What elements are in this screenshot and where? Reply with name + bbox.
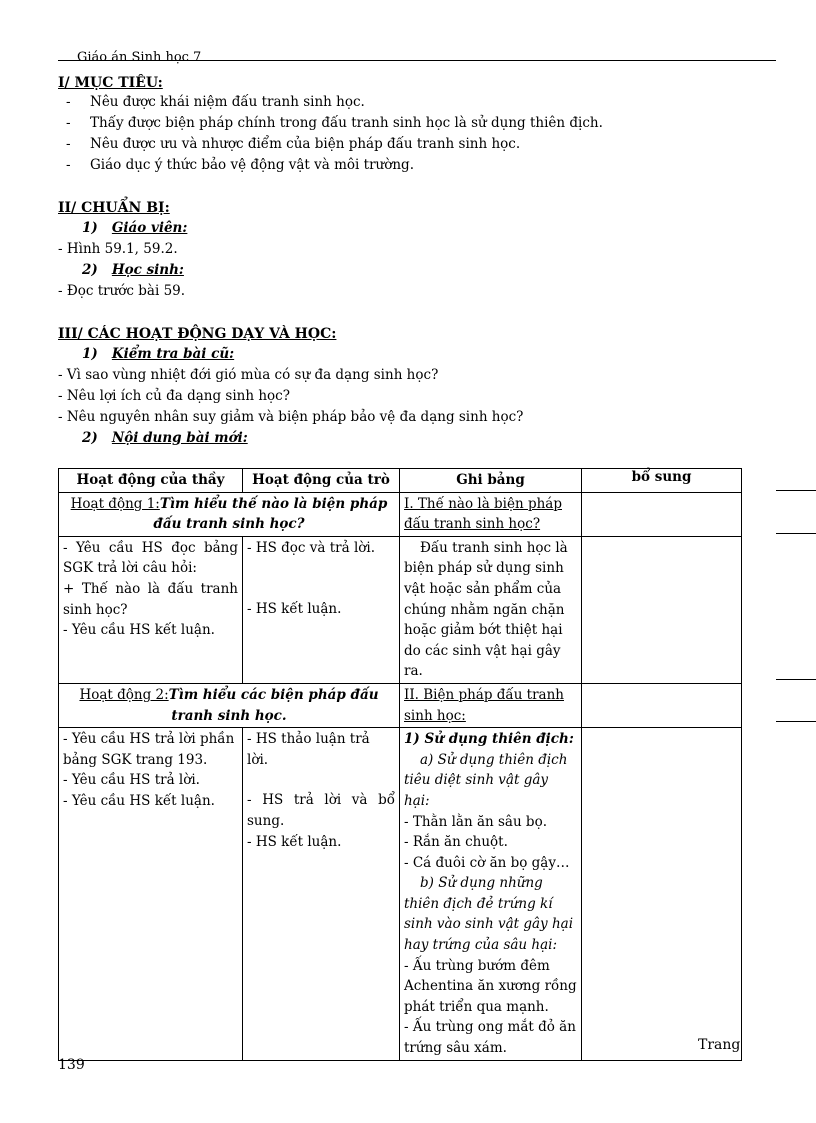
objective-item: Nêu được ưu và nhược điểm của biện pháp đấu tranh sinh học. [90,136,521,152]
header-board: Ghi bảng [400,469,582,493]
table-row [59,728,742,1061]
activity-2-note-title: II. Biện pháp đấu tranh sinh học: [400,683,582,727]
table-extension-line [776,490,816,491]
table-row [59,536,742,683]
new-content-subheading: 2) Nội dung bài mới: [82,430,248,446]
supplement-cell [582,492,742,536]
bullet-dash: - [66,115,71,131]
supplement-cell [582,728,742,1061]
table-header-row [59,469,742,493]
section-2-title: II/ CHUẨN BỊ: [58,200,170,216]
bullet-dash: - [66,94,71,110]
header-supplement: bổ sung [582,469,742,493]
lesson-table [58,468,742,1061]
student-cell: - HS thảo luận trả lời. - HS trả lời và bổ sung. - HS kết luận. [243,728,400,1061]
page-number: 139 [58,1057,85,1073]
activity-1-heading: Hoạt động 1:Tìm hiểu thế nào là biện pháp đấu tranh sinh học? [59,492,400,536]
objective-item: Giáo dục ý thức bảo vệ động vật và môi trường. [90,157,414,173]
page-label: Trang [698,1037,741,1053]
objective-item: Nêu được khái niệm đấu tranh sinh học. [90,94,365,110]
board-cell: Đấu tranh sinh học là biện pháp sử dụng sinh vật hoặc sản phẩm của chúng nhằm ngăn chặn hoặc giảm bớt thiệt hại do các sinh vật hại gây ra. [400,536,582,683]
student-item: - Đọc trước bài 59. [58,283,186,299]
activity-1-row [59,492,742,536]
supplement-cell [582,536,742,683]
table-extension-line [776,721,816,722]
review-question: - Vì sao vùng nhiệt đới gió mùa có sự đa dạng sinh học? [58,367,439,383]
review-question: - Nêu nguyên nhân suy giảm và biện pháp bảo vệ đa dạng sinh học? [58,409,524,425]
header-title: Giáo án Sinh học 7 [77,50,202,65]
review-subheading: 1) Kiểm tra bài cũ: [82,346,235,362]
section-3-title: III/ CÁC HOẠT ĐỘNG DẠY VÀ HỌC: [58,326,337,342]
teacher-cell: - Yêu cầu HS trả lời phần bảng SGK trang 193. - Yêu cầu HS trả lời. - Yêu cầu HS kết luận. [59,728,243,1061]
table-extension-line [776,533,816,534]
teacher-subheading: 1) Giáo viên: [82,220,188,236]
teacher-cell: - Yêu cầu HS đọc bảng SGK trả lời câu hỏi: + Thế nào là đấu tranh sinh học? - Yêu cầu HS kết luận. [59,536,243,683]
activity-2-row [59,683,742,727]
teacher-item: - Hình 59.1, 59.2. [58,241,178,257]
activity-2-heading: Hoạt động 2:Tìm hiểu các biện pháp đấu tranh sinh học. [59,683,400,727]
review-question: - Nêu lợi ích củ đa dạng sinh học? [58,388,290,404]
student-subheading: 2) Học sinh: [82,262,184,278]
header-teacher: Hoạt động của thầy [59,469,243,493]
bullet-dash: - [66,157,71,173]
activity-1-note-title: I. Thế nào là biện pháp đấu tranh sinh học? [400,492,582,536]
table-extension-line [776,679,816,680]
board-cell: 1) Sử dụng thiên địch: a) Sử dụng thiên địch tiêu diệt sinh vật gây hại: - Thằn lằn ăn sâu bọ. - Rắn ăn chuột. - Cá đuôi cờ ăn bọ gậy… b) Sử dụng những thiên địch đẻ trứng kí sinh vào sinh vật gây hại hay trứng của sâu hại: - Ấu trùng bướm đêm Achentina ăn xương rồng phát triển qua mạnh. - Ấu trùng ong mắt đỏ ăn trứng sâu xám. [400,728,582,1061]
section-1-title: I/ MỤC TIÊU: [58,75,163,91]
objective-item: Thấy được biện pháp chính trong đấu tranh sinh học là sử dụng thiên địch. [90,115,603,131]
bullet-dash: - [66,136,71,152]
student-cell: - HS đọc và trả lời. - HS kết luận. [243,536,400,683]
header-student: Hoạt động của trò [243,469,400,493]
supplement-cell [582,683,742,727]
